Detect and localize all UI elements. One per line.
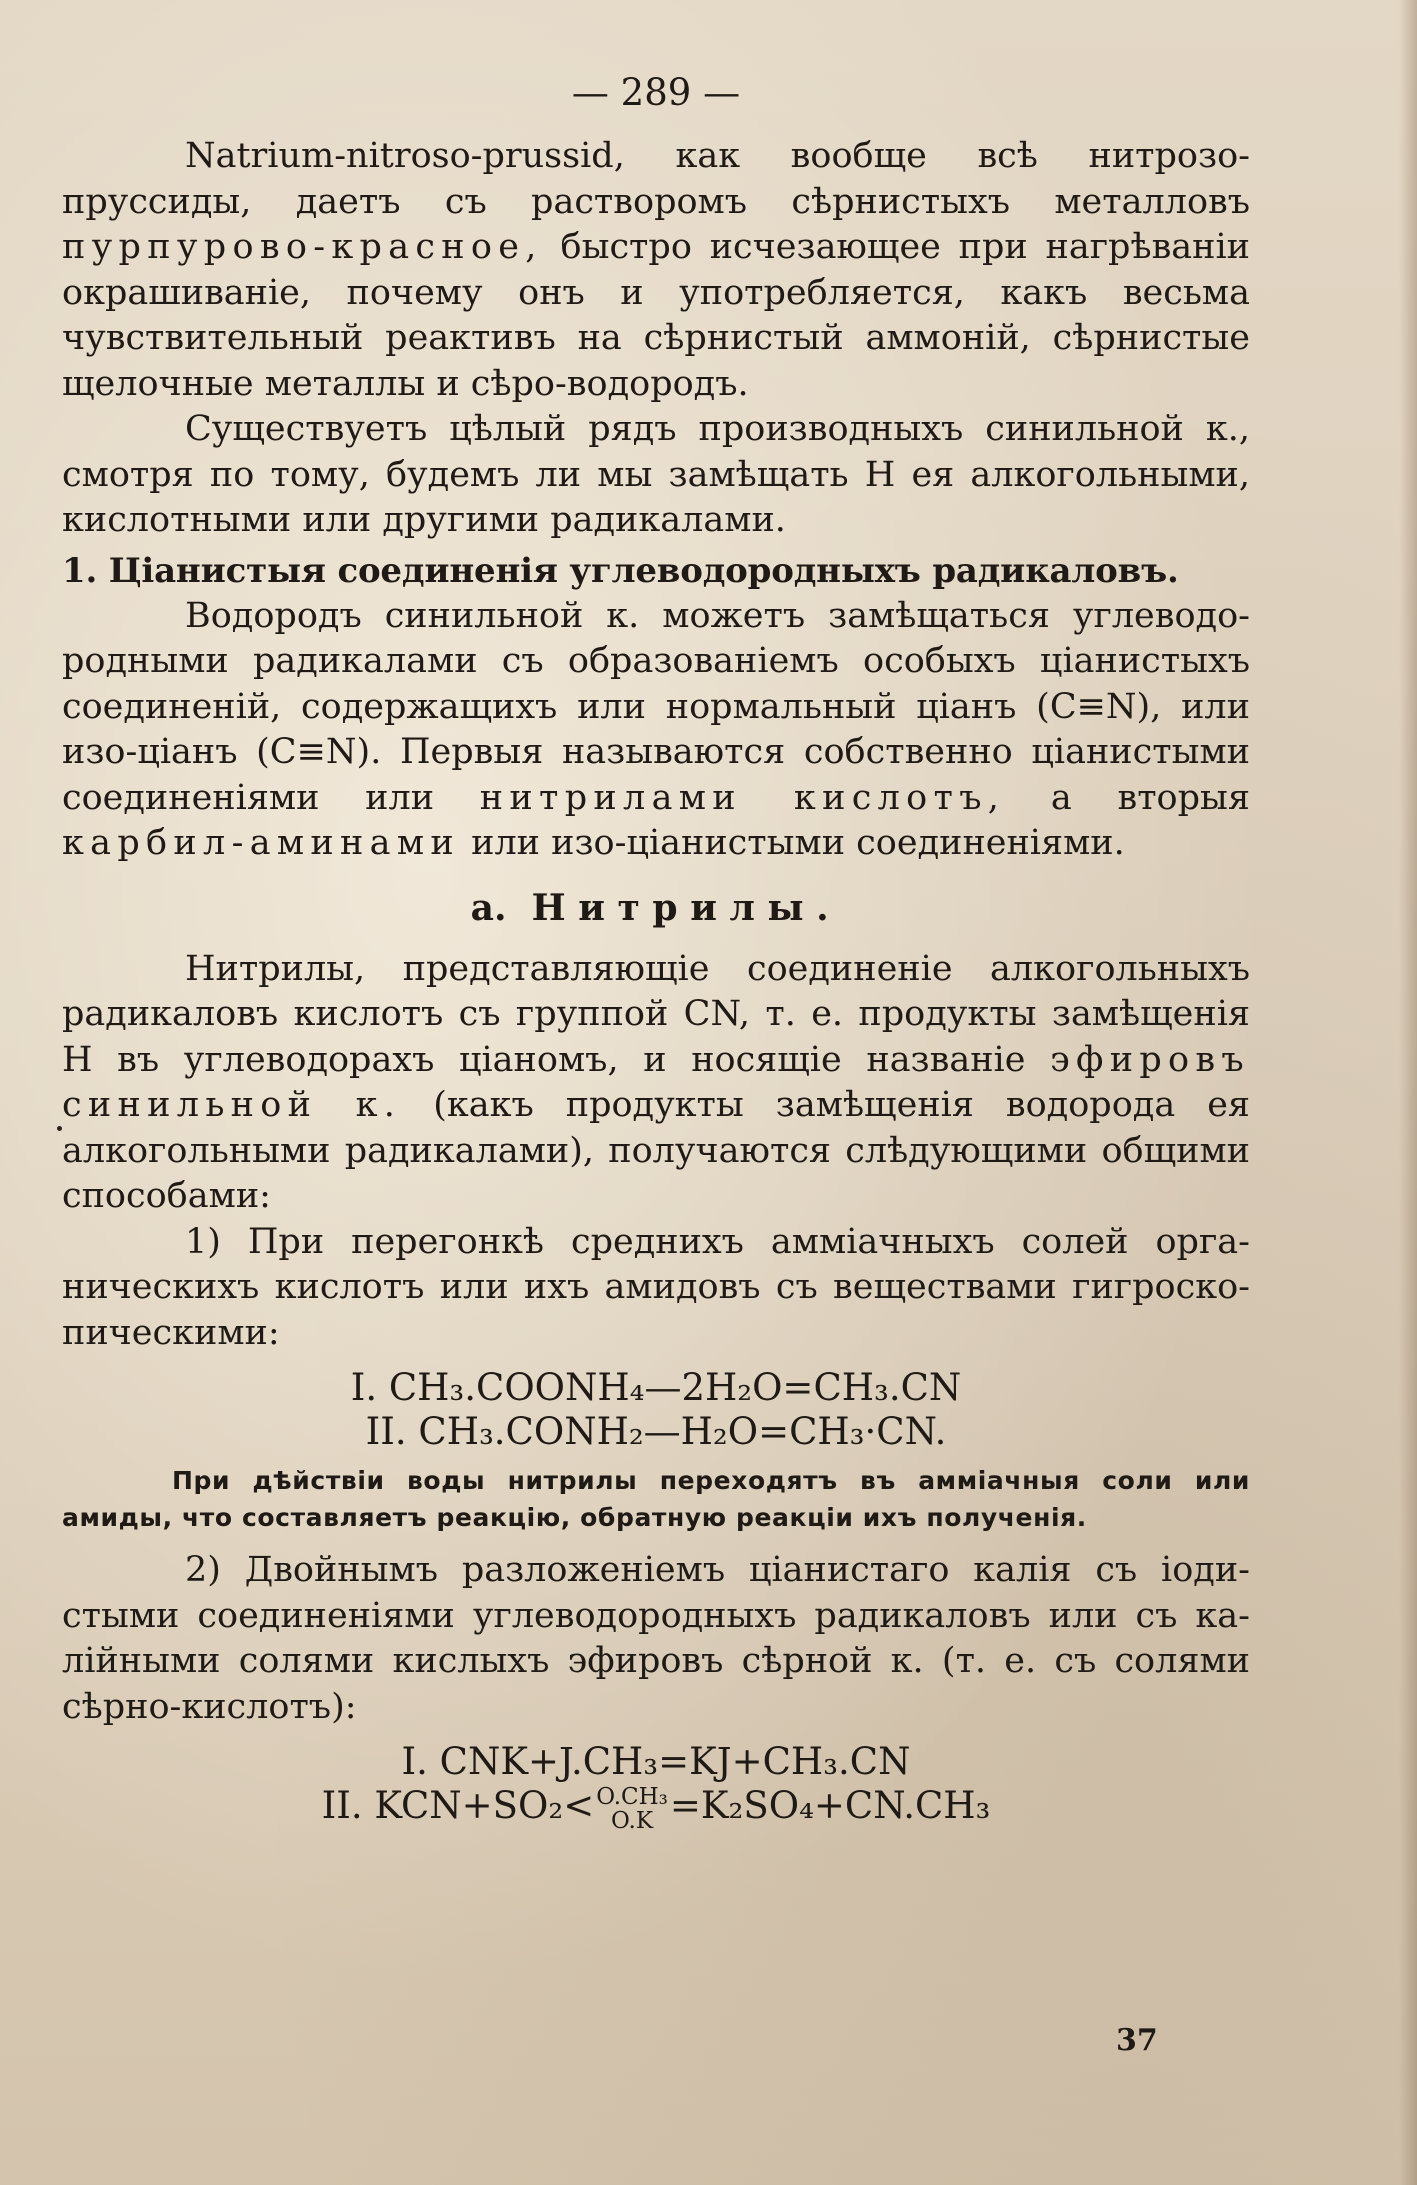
paragraph-cyanide-compounds xyxy=(62,594,1250,867)
subsection-title: Нитрилы. xyxy=(531,886,842,929)
paragraph-nitroprusside-end: быстро исчезающее при нагрѣваніи окрашиваніе, почему онъ и употребляется, какъ весьма чувствительный реактивъ на сѣрнистый аммоній, сѣрнистые щелочные металлы и сѣро-водородъ. xyxy=(62,227,1250,404)
signature-mark: 37 xyxy=(1116,2023,1158,2058)
formula-method1-ii: II. CH₃.CONH₂—H₂O=CH₃·CN. xyxy=(365,1410,947,1453)
paragraph-method-1: 1) При перегонкѣ среднихъ амміачныхъ солей органическихъ кислотъ или ихъ амидовъ съ веществами гигроскопическими: xyxy=(62,1221,1250,1353)
formula-stack-bottom: O.K xyxy=(611,1807,654,1834)
formula-method2-i: I. CNK+J.CH₃=KJ+CH₃.CN xyxy=(401,1740,911,1783)
paragraph-cyanide-start: Водородъ синильной к. можетъ замѣщаться углеводородными радикалами съ образованіемъ особыхъ ціанистыхъ соединеній, содержащихъ или нормальный ціанъ (C≡N), или изо-ціанъ (C≡N). Первыя называются собственно ціанистыми соединеніями или xyxy=(62,595,1250,818)
formula-method2-ii-left: II. KCN+SO₂< xyxy=(321,1784,595,1827)
formula-method2-ii xyxy=(62,1784,1250,1833)
paragraph-nitriles xyxy=(62,947,1250,1220)
page-edge-shadow xyxy=(1399,0,1417,2185)
paragraph-nitriles-end: (какъ продукты замѣщенія водорода ея алкогольными радикалами), получаются слѣдующими общими способами: xyxy=(62,1085,1250,1216)
formula-method2-ii-right: =K₂SO₄+CN.CH₃ xyxy=(669,1784,991,1827)
page-body xyxy=(62,58,1250,1833)
formula-stacked-groups xyxy=(596,1785,668,1833)
spaced-term-nitriles: нитрилами кислотъ, xyxy=(479,777,1006,818)
section-heading-cyanides: 1. Ціанистыя соединенія углеводородныхъ радикаловъ. xyxy=(62,550,1179,591)
spaced-term-ethers: эфировъ синильной к. xyxy=(62,1039,1250,1125)
subsection-letter: а. xyxy=(470,886,507,929)
paragraph-cyanide-mid: а вторыя xyxy=(1050,777,1250,818)
page-number: — 289 — xyxy=(571,71,741,114)
paragraph-nitriles-start: Нитрилы, представляющіе соединеніе алкогольныхъ радикаловъ кислотъ съ группой CN, т. е. продукты замѣщенія Н въ углеводорахъ ціаномъ, и носящіе названіе xyxy=(62,948,1250,1080)
formula-stack-top: O.CH₃ xyxy=(596,1783,668,1810)
paragraph-derivatives: Существуетъ цѣлый рядъ производныхъ синильной к., смотря по тому, будемъ ли мы замѣщать Н ея алкогольными, кислотными или другими радикалами. xyxy=(62,409,1250,540)
note-hydrolysis: При дѣйствіи воды нитрилы переходятъ въ амміачныя соли или амиды, что составляетъ реакцію, обратную реакціи ихъ полученія. xyxy=(62,1466,1250,1532)
paragraph-cyanide-end: или изо-ціанистыми соединеніями. xyxy=(471,823,1125,863)
paragraph-nitroprusside xyxy=(62,134,1250,407)
spaced-term-carbylamines: карбил-аминами xyxy=(62,823,460,863)
spaced-term-purple-red: пурпурово-красное, xyxy=(62,227,543,267)
subsection-heading-nitriles xyxy=(62,883,1250,933)
paragraph-nitroprusside-start: Natrium-nitroso-prussid, как вообще всѣ нитрозо-пруссиды, даетъ съ растворомъ сѣрнистыхъ металловъ xyxy=(62,136,1250,222)
formula-method1-i: I. CH₃.COONH₄—2H₂O=CH₃.CN xyxy=(350,1366,962,1409)
paragraph-method-2: 2) Двойнымъ разложеніемъ ціанистаго калія съ іодистыми соединеніями углеводородныхъ радикаловъ или съ калійными солями кислыхъ эфировъ сѣрной к. (т. е. съ солями сѣрно-кислотъ): xyxy=(62,1550,1250,1727)
